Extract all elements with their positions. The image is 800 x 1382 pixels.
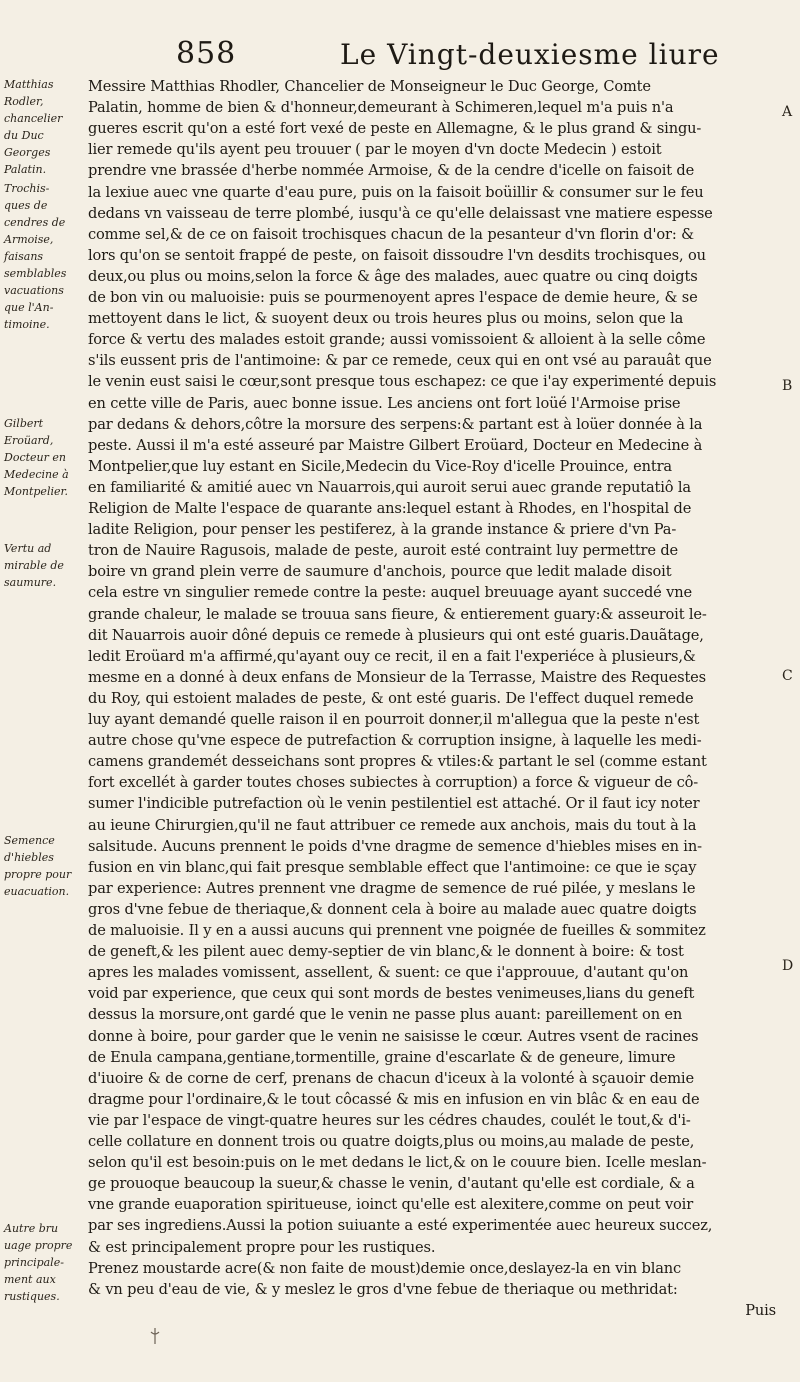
running-title: Le Vingt-deuxiesme liure [340, 38, 720, 71]
text-line: Montpelier,que luy estant en Sicile,Medecin du Vice-Roy d'icelle Prouince, entra [88, 457, 672, 475]
text-line: boire vn grand plein verre de saumure d'anchois, pource que ledit malade disoit [88, 563, 672, 581]
text-line: prendre vne brassée d'herbe nommée Armoise, & de la cendre d'icelle on faisoit de [88, 162, 695, 180]
text-line: selon qu'il est besoin:puis on le met dedans le lict,& on le couure bien. Icelle meslan- [88, 1154, 707, 1172]
text-line: fusion en vin blanc,qui fait presque semblable effect que l'antimoine: ce que ie sçay [88, 858, 697, 876]
text-line: de geneft,& les pilent auec demy-septier de vin blanc,& le donnent à boire: & tost [88, 943, 684, 961]
margin-note-trochisques: Trochis- ques de cendres de Armoise, faisans semblables vacuations que l'An- timoine. [4, 182, 67, 331]
text-line: gueres escrit qu'on a esté fort vexé de peste en Allemagne, & le plus grand & singu- [88, 120, 702, 138]
text-line: par experience: Autres prennent vne dragme de semence de rué pilée, y meslans le [88, 879, 696, 897]
text-line: tron de Nauire Ragusois, malade de peste, auroit esté contraint luy permettre de [88, 542, 679, 560]
text-line: Palatin, homme de bien & d'honneur,demeurant à Schimeren,lequel m'a puis n'a [88, 99, 674, 117]
text-line: ge prouoque beaucoup la sueur,& chasse le venin, d'autant qu'elle est cordiale, & a [88, 1175, 695, 1193]
text-line: de maluoisie. Il y en a aussi aucuns qui prennent vne poignée de fueilles & sommitez [88, 922, 706, 939]
catchword: Puis [745, 1301, 776, 1319]
text-line: camens grandemét desseichans sont propres & vtiles:& partant le sel (comme estant [88, 753, 707, 771]
text-line: la lexiue auec vne quarte d'eau pure, puis on la faisoit boüillir & consumer sur le feu [88, 183, 704, 201]
text-line: Prenez moustarde acre(& non faite de moust)demie once,deslayez-la en vin blanc [88, 1259, 682, 1277]
margin-note-gilbert: Gilbert Eroüard, Docteur en Medecine à Montpelier. [4, 417, 69, 498]
margin-note-rodler: Matthias Rodler, chancelier du Duc Georges Palatin. [4, 78, 63, 176]
margin-notes [0, 0, 78, 1382]
text-line: dessus la morsure,ont gardé que le venin ne passe plus auant: pareillement on en [88, 1006, 683, 1024]
text-line: en familiarité & amitié auec vn Nauarrois,qui auroit serui auec grande reputatiô la [88, 478, 691, 496]
side-letter-c: C [782, 668, 793, 684]
text-line: dedans vn vaisseau de terre plombé, iusqu'à ce qu'elle delaissast vne matiere espesse [88, 204, 713, 222]
text-line: lier remede qu'ils ayent peu trouuer ( par le moyen d'vn docte Medecin ) estoit [88, 141, 662, 159]
text-line: mettoyent dans le lict, & suoyent deux ou trois heures plus ou moins, selon que la [88, 310, 684, 328]
text-line: lors qu'on se sentoit frappé de peste, on faisoit dissoudre l'vn desdits trochisques, ou [88, 246, 706, 264]
side-letter-d: D [782, 958, 794, 974]
text-line: au ieune Chirurgien,qu'il ne faut attribuer ce remede aux anchois, mais du tout à la [88, 816, 697, 834]
text-line: comme sel,& de ce on faisoit trochisques chacun de la pesanteur d'vn florin d'or: & [88, 225, 694, 243]
text-line: & est principalement propre pour les rustiques. [88, 1238, 436, 1256]
text-line: cela estre vn singulier remede contre la peste: auquel breuuage ayant succedé vne [88, 584, 692, 602]
text-line: Messire Matthias Rhodler, Chancelier de Monseigneur le Duc George, Comte [88, 78, 651, 95]
text-line: sumer l'indicible putrefaction où le venin pestilentiel est attaché. Or il faut icy noter [88, 795, 700, 813]
text-line: salsitude. Aucuns prennent le poids d'vne dragme de semence d'hiebles mises en in- [88, 837, 702, 855]
text-line: de Enula campana,gentiane,tormentille, graine d'escarlate & de geneure, limure [88, 1048, 676, 1066]
text-line: ladite Religion, pour penser les pestiferez, à la grande instance & priere d'vn Pa- [88, 521, 677, 539]
margin-note-saumure: Vertu ad mirable de saumure. [4, 542, 64, 589]
text-line: dragme pour l'ordinaire,& le tout côcassé & mis en infusion en vin blâc & en eau de [88, 1090, 700, 1108]
text-line: donne à boire, pour garder que le venin ne saisisse le cœur. Autres vsent de racines [88, 1027, 699, 1045]
text-line: fort excellét à garder toutes choses subiectes à corruption) a force & vigueur de cô- [88, 774, 699, 792]
page-number: 858 [176, 36, 237, 71]
page-header [170, 36, 770, 76]
text-line: void par experience, que ceux qui sont mords de bestes venimeuses,lians du geneft [88, 985, 695, 1003]
margin-note-hiebles: Semence d'hiebles propre pour euacuation. [4, 834, 72, 898]
text-line: par ses ingrediens.Aussi la potion suiuante a esté experimentée auec heureux succez, [88, 1217, 713, 1235]
text-line: vne grande euaporation spiritueuse, ioinct qu'elle est alexitere,comme on peut voir [88, 1196, 694, 1214]
text-line: apres les malades vomissent, assellent, & suent: ce que i'approuue, d'autant qu'on [88, 964, 689, 982]
text-line: gros d'vne febue de theriaque,& donnent cela à boire au malade auec quatre doigts [88, 900, 697, 918]
text-line: de bon vin ou maluoisie: puis se pourmenoyent apres l'espace de demie heure, & se [88, 289, 698, 306]
text-line: ledit Eroüard m'a affirmé,qu'ayant ouy ce recit, il en a fait l'experiéce à plusieurs,& [88, 647, 696, 665]
text-line: luy ayant demandé quelle raison il en pourroit donner,il m'allegua que la peste n'est [88, 711, 700, 728]
text-line: mesme en a donné à deux enfans de Monsieur de la Terrasse, Maistre des Requestes [88, 668, 707, 686]
text-line: s'ils eussent pris de l'antimoine: & par ce remede, ceux qui en ont vsé au parauât que [88, 352, 712, 370]
text-line: du Roy, qui estoient malades de peste, & ont esté guaris. De l'effect duquel remede [88, 689, 694, 707]
text-line: d'iuoire & de corne de cerf, prenans de chacun d'iceux à la volonté à sçauoir demie [88, 1069, 694, 1087]
margin-note-bruuage: Autre bru uage propre principale- ment aux rustiques. [4, 1222, 73, 1303]
text-line: force & vertu des malades estoit grande; aussi vomissoient & alloient à la selle côme [88, 331, 706, 349]
text-line: peste. Aussi il m'a esté asseuré par Maistre Gilbert Eroüard, Docteur en Medecine à [88, 436, 703, 454]
text-line: grande chaleur, le malade se trouua sans fieure, & entierement guary:& asseuroit le- [88, 605, 707, 623]
text-line: & vn peu d'eau de vie, & y meslez le gros d'vne febue de theriaque ou methridat: [88, 1280, 678, 1298]
text-line: vie par l'espace de vingt-quatre heures sur les cédres chaudes, coulét le tout,& d'i- [88, 1111, 691, 1129]
text-line: par dedans & dehors,côtre la morsure des serpens:& partant est à loüer donnée à la [88, 415, 703, 433]
text-line: Religion de Malte l'espace de quarante ans:lequel estant à Rhodes, en l'hospital de [88, 500, 692, 517]
side-letter-b: B [782, 378, 793, 394]
text-line: celle collature en donnent trois ou quatre doigts,plus ou moins,au malade de peste, [88, 1133, 695, 1150]
text-line: autre chose qu'vne espece de putrefaction & corruption insigne, à laquelle les medi- [88, 732, 702, 750]
text-line: dit Nauarrois auoir dôné depuis ce remede à plusieurs qui ont esté guaris.Dauãtage, [88, 626, 704, 644]
text-line: le venin eust saisi le cœur,sont presque tous eschapez: ce que i'ay experimenté depuis [88, 373, 717, 391]
side-letter-a: A [782, 104, 793, 120]
text-line: en cette ville de Paris, auec bonne issue. Les anciens ont fort loüé l'Armoise prise [88, 394, 681, 412]
body-text [88, 76, 776, 1336]
ornament-mark [148, 1326, 162, 1346]
text-line: deux,ou plus ou moins,selon la force & âge des malades, auec quatre ou cinq doigts [88, 267, 698, 285]
